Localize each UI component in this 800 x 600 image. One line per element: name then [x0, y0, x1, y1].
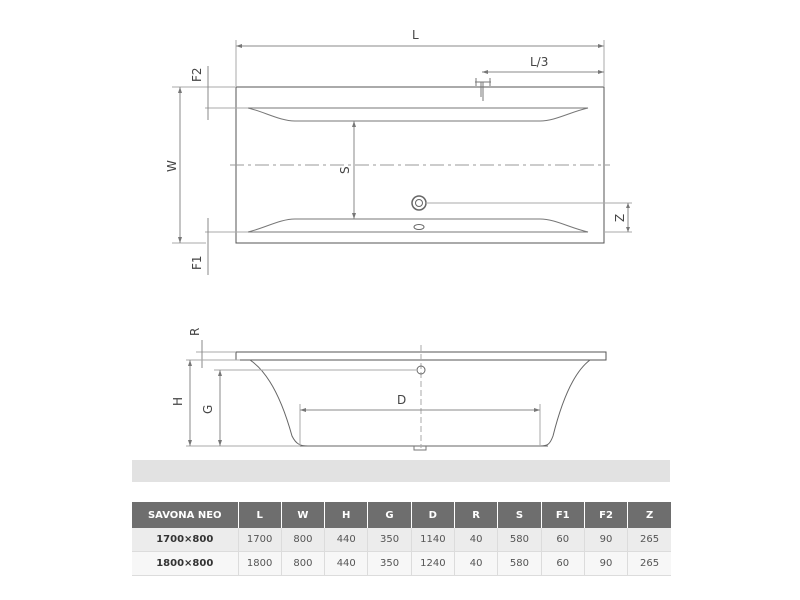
header-s: S	[498, 502, 541, 528]
table-cell: 1240	[411, 552, 454, 576]
table-cell: 265	[628, 552, 671, 576]
label-g: G	[201, 404, 215, 414]
header-r: R	[454, 502, 497, 528]
label-f2: F2	[190, 67, 204, 82]
table-cell: 90	[584, 528, 627, 552]
table-cell: 800	[281, 552, 324, 576]
table-cell: 440	[325, 552, 368, 576]
table-cell: 580	[498, 528, 541, 552]
faucet-icon	[475, 78, 491, 101]
top-view-basin	[248, 108, 588, 121]
drain-icon	[414, 225, 424, 230]
header-f1: F1	[541, 502, 584, 528]
table-cell: 265	[628, 528, 671, 552]
header-d: D	[411, 502, 454, 528]
header-l: L	[238, 502, 281, 528]
table-cell: 1800	[238, 552, 281, 576]
side-view-body	[250, 360, 590, 446]
dimension-table	[132, 502, 671, 576]
table-cell: 40	[454, 552, 497, 576]
top-view-labels	[165, 28, 627, 270]
top-view-basin-bottom	[248, 219, 588, 232]
header-w: W	[281, 502, 324, 528]
label-h: H	[171, 396, 185, 406]
separator-band	[132, 460, 670, 482]
top-view	[172, 40, 632, 275]
header-f2: F2	[584, 502, 627, 528]
label-z: Z	[613, 213, 627, 222]
label-s: S	[338, 166, 352, 174]
header-model: SAVONA NEO	[132, 502, 238, 528]
header-z: Z	[628, 502, 671, 528]
table-cell: 1700	[238, 528, 281, 552]
table-cell: 1800×800	[132, 552, 238, 576]
table-cell: 440	[325, 528, 368, 552]
table-cell: 580	[498, 552, 541, 576]
header-h: H	[325, 502, 368, 528]
table-cell: 60	[541, 528, 584, 552]
overflow-icon	[412, 196, 426, 210]
table-row	[132, 528, 671, 552]
table-cell: 1700×800	[132, 528, 238, 552]
header-g: G	[368, 502, 411, 528]
table-cell: 90	[584, 552, 627, 576]
label-l: L	[412, 28, 419, 42]
table-cell: 40	[454, 528, 497, 552]
table-cell: 350	[368, 552, 411, 576]
label-d: D	[397, 393, 407, 407]
table-header-row	[132, 502, 671, 528]
side-view	[186, 340, 606, 450]
table-cell: 800	[281, 528, 324, 552]
label-w: W	[165, 160, 179, 172]
table-cell: 350	[368, 528, 411, 552]
label-l3: L/3	[530, 55, 549, 69]
table-row	[132, 552, 671, 576]
table-cell: 60	[541, 552, 584, 576]
label-r: R	[188, 327, 202, 336]
label-f1: F1	[190, 255, 204, 270]
side-view-labels	[171, 328, 406, 414]
table-cell: 1140	[411, 528, 454, 552]
